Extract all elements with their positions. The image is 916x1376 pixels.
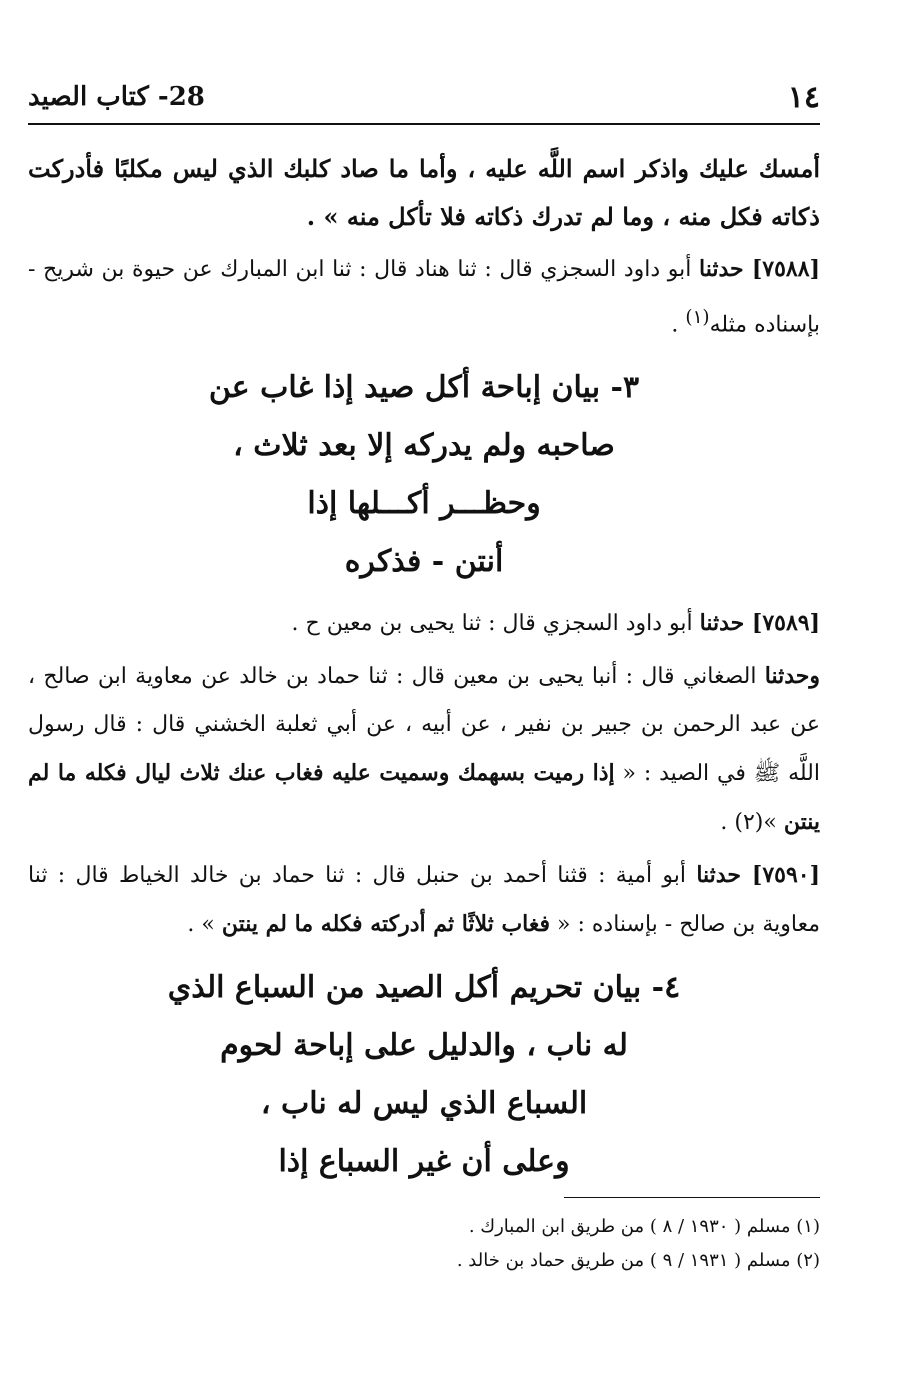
heading-line: صاحبه ولم يدركه إلا بعد ثلاث ، [233,428,615,464]
running-title: 28- كتاب الصيد [28,82,205,112]
footnote-ref: (١) [685,307,710,328]
paragraph-isnad [28,652,820,847]
paragraph-end: . [671,312,686,338]
paragraph-text: أبو داود السجزي قال : ثنا هناد قال : ثنا ابن المبارك عن حيوة بن شريح - بإسناده مثله [28,257,820,338]
hadith-quote: فغاب ثلاثًا ثم أدركته فكله ما لم ينتن [221,911,551,938]
body-text [28,145,820,1199]
paragraph-end: . [720,810,735,836]
heading-line: له ناب ، والدليل على إباحة لحوم [220,1028,628,1064]
footnote-2: (٢) مسلم ( ١٩٣١ / ٩ ) من طريق حماد بن خالد . [456,1250,820,1271]
chapter-heading-4 [28,959,820,1191]
footnotes [28,1210,820,1278]
hadith-number: [٧٥٩٠] حدثنا [696,862,820,889]
narration-lead: وحدثنا [764,663,820,690]
paragraph-7589 [28,599,820,648]
chapter-heading-3 [28,359,820,591]
heading-line: ٤- بيان تحريم أكل الصيد من السباع الذي [167,970,681,1006]
footnote-ref: »(٢) [734,810,784,836]
page-number: ١٤ [787,80,820,115]
paragraph-text: الصغاني قال : أنبا يحيى بن معين قال : ثنا حماد بن خالد عن معاوية ابن صالح ، عن عبد الرحمن بن جبير بن نفير ، عن أبيه ، عن أبي ثعلبة الخشني قال : قال رسول اللَّه ﷺ في الصيد : « [28,664,820,787]
paragraph-text: أبو داود السجزي قال : ثنا يحيى بن معين ح . [291,611,700,637]
paragraph-end: » . [187,912,222,938]
hadith-number: [٧٥٨٨] حدثنا [699,256,820,282]
paragraph-text: أبو أمية : قثنا أحمد بن حنبل قال : ثنا حماد بن خالد الخياط قال : ثنا معاوية بن صالح - بإسناده : « [28,863,820,938]
hadith-number: [٧٥٨٩] حدثنا [699,610,820,637]
paragraph-7590 [28,851,820,949]
heading-line: أنتن - فذكره [344,544,504,580]
hadith-quote: إذا رميت بسهمك وسميت عليه فغاب عنك ثلاث ليال فكله ما لم ينتن [28,760,820,836]
heading-line: السباع الذي ليس له ناب ، [260,1086,588,1122]
page-header [28,78,820,118]
heading-line: ٣- بيان إباحة أكل صيد إذا غاب عن [208,370,640,406]
heading-line: وعلى أن غير السباع إذا [278,1144,570,1180]
header-rule [28,123,820,125]
paragraph-hadith-end: أمسك عليك واذكر اسم اللَّه عليه ، وأما ما صاد كلبك الذي ليس مكلبًا فأدركت ذكاته فكل منه ، وما لم تدرك ذكاته فلا تأكل منه » . [28,154,820,231]
footnote-rule [564,1197,820,1198]
heading-line: وحظـــر أكـــلها إذا [307,486,541,522]
footnote-1: (١) مسلم ( ١٩٣٠ / ٨ ) من طريق ابن المبارك . [468,1216,820,1237]
paragraph-7588 [28,245,820,349]
